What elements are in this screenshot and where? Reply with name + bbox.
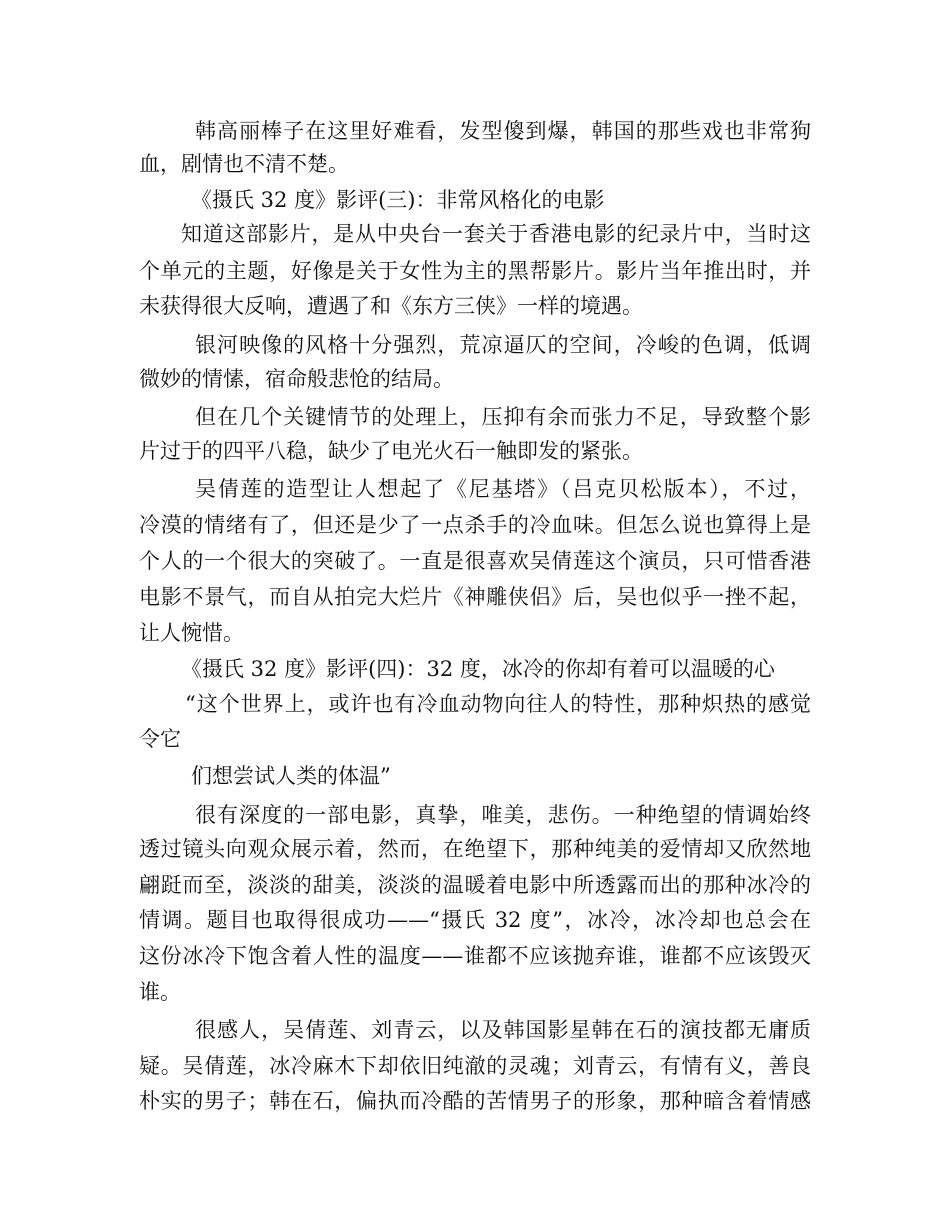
text-line: 银河映像的风格十分强烈，荒凉逼仄的空间，冷峻的色调，低调 [195, 333, 811, 357]
text-line: 韩高丽棒子在这里好难看，发型傻到爆，韩国的那些戏也非常狗 [195, 119, 811, 143]
text-line: 情调。题目也取得很成功——“摄氏 32 度”，冰冷，冰冷却也总会在 [139, 908, 811, 932]
quote-line: “这个世界上，或许也有冷血动物向往人的特性，那种炽热的感觉 [185, 692, 811, 716]
text-line: 很有深度的一部电影，真挚，唯美，悲伤。一种绝望的情调始终 [195, 803, 811, 827]
text-line: 个人的一个很大的突破了。一直是很喜欢吴倩莲这个演员，只可惜香港 [139, 549, 811, 573]
text-line: 谁。 [139, 980, 181, 1004]
section-heading: 《摄氏 32 度》影评(三)：非常风格化的电影 [191, 188, 605, 212]
text-line: 翩跹而至，淡淡的甜美，淡淡的温暖着电影中所透露而出的那种冰冷的 [139, 873, 811, 897]
quote-line: 们想尝试人类的体温” [191, 764, 391, 788]
text-line: 疑。吴倩莲，冰冷麻木下却依旧纯澈的灵魂；刘青云，有情有义，善良 [139, 1054, 811, 1078]
text-line: 未获得很大反响，遭遇了和《东方三侠》一样的境遇。 [139, 294, 643, 318]
text-line: 冷漠的情绪有了，但还是少了一点杀手的冷血味。但怎么说也算得上是 [139, 513, 811, 537]
text-line: 这份冰冷下饱含着人性的温度——谁都不应该抛弃谁，谁都不应该毁灭 [139, 944, 811, 968]
text-line: 让人惋惜。 [139, 621, 244, 645]
text-line: 很感人，吴倩莲、刘青云，以及韩国影星韩在石的演技都无庸质 [195, 1018, 811, 1042]
text-line: 透过镜头向观众展示着，然而，在绝望下，那种纯美的爱情却又欣然地 [139, 837, 811, 861]
text-line: 朴实的男子；韩在石，偏执而冷酷的苦情男子的形象，那种暗含着情感 [139, 1089, 811, 1113]
text-line: 知道这部影片，是从中央台一套关于香港电影的纪录片中，当时这 [181, 222, 811, 246]
text-line: 微妙的情愫，宿命般悲怆的结局。 [139, 367, 454, 391]
text-line: 电影不景气，而自从拍完大烂片《神雕侠侣》后，吴也似乎一挫不起， [139, 585, 811, 609]
text-line: 个单元的主题，好像是关于女性为主的黑帮影片。影片当年推出时，并 [139, 259, 811, 283]
text-line: 但在几个关键情节的处理上，压抑有余而张力不足，导致整个影 [195, 405, 811, 429]
section-heading: 《摄氏 32 度》影评(四)：32 度，冰冷的你却有着可以温暖的心 [181, 657, 775, 681]
text-line: 血，剧情也不清不楚。 [139, 152, 349, 176]
text-line: 片过于的四平八稳，缺少了电光火石一触即发的紧张。 [139, 439, 643, 463]
text-line: 吴倩莲的造型让人想起了《尼基塔》（吕克贝松版本），不过， [195, 477, 811, 501]
quote-line: 令它 [139, 727, 181, 751]
